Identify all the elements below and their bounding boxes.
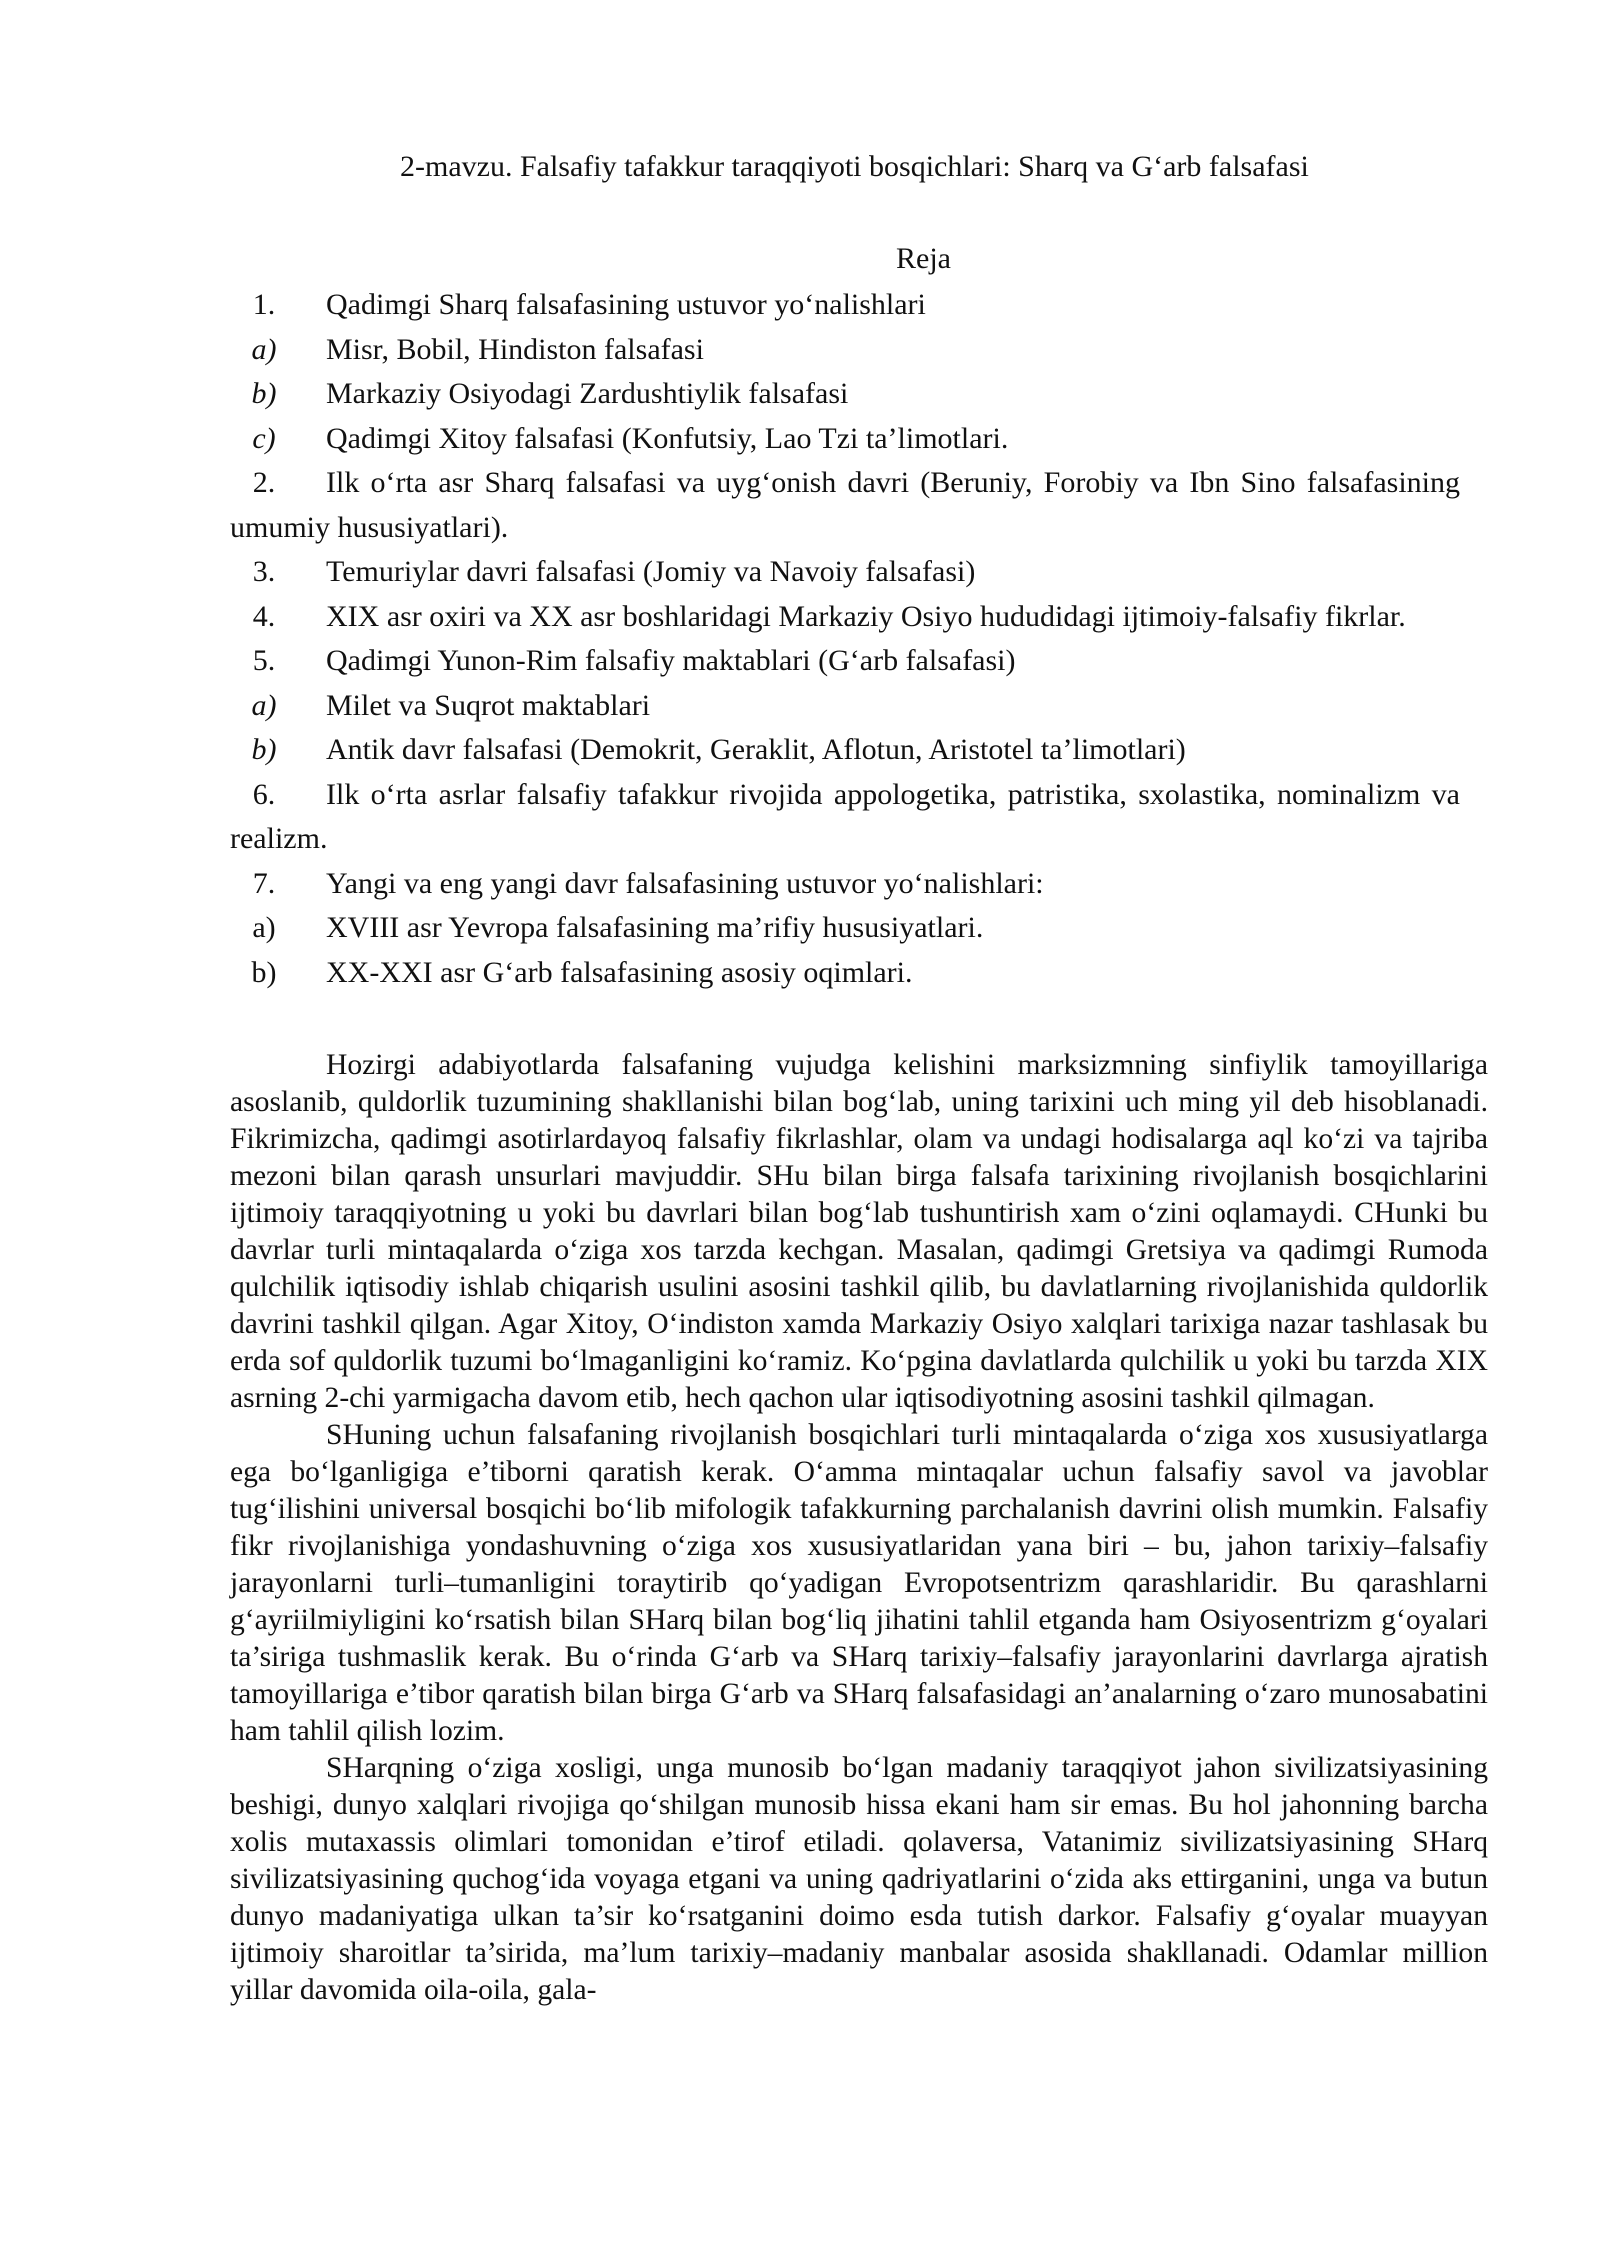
plan-text: Ilk o‘rta asrlar falsafiy tafakkur rivojida appologetika, patristika, sxolastika, nominalizm va realizm. (230, 777, 1460, 855)
plan-marker: b) (251, 733, 277, 766)
plan-marker: b) (251, 377, 277, 410)
plan-text: Qadimgi Sharq falsafasining ustuvor yo‘nalishlari (326, 288, 926, 321)
plan-item (230, 684, 1460, 729)
plan-text: XVIII asr Yevropa falsafasining ma’rifiy hususiyatlari. (326, 911, 984, 944)
plan-text: Antik davr falsafasi (Demokrit, Geraklit, Aflotun, Aristotel ta’limotlari) (326, 733, 1186, 766)
plan-text: Qadimgi Xitoy falsafasi (Konfutsiy, Lao Tzi ta’limotlari. (326, 421, 1009, 455)
plan-marker: 7. (252, 866, 276, 900)
plan-item (230, 773, 1460, 862)
plan-text: Misr, Bobil, Hindiston falsafasi (326, 332, 704, 366)
paragraph: SHuning uchun falsafaning rivojlanish bosqichlari turli mintaqalarda o‘ziga xos xususiyatlarga ega bo‘lganligiga e’tiborni qaratish kerak. O‘amma mintaqalar uchun falsafiy savol va javoblar tug‘ilishini universal bosqichi bo‘lib mifologik tafakkurning parchalanish davrini olish mumkin. Falsafiy fikr rivojlanishiga yondashuvning o‘ziga xos xususiyatlaridan yana biri – bu, jahon tarixiy–falsafiy jarayonlarni turli–tumanligini toraytirib qo‘yadigan Evropotsentrizm qarashlaridir. Bu qarashlarni g‘ayriilmiyligini ko‘rsatish bilan SHarq bilan bog‘liq jihatini tahlil etganda ham Osiyosentrizm g‘oyalari ta’siriga tushmaslik kerak. Bu o‘rinda G‘arb va SHarq tarixiy–falsafiy jarayonlarini davrlarga ajratish tamoyillariga e’tibor qaratish bilan birga G‘arb va SHarq falsafasidagi an’analarning o‘zaro munosabatini ham tahlil qilish lozim. (230, 1419, 1488, 1747)
plan-item (230, 862, 1460, 907)
plan-text: Markaziy Osiyodagi Zardushtiylik falsafasi (326, 377, 849, 410)
plan-item (230, 372, 1460, 417)
plan-heading: Reja (896, 242, 951, 275)
plan-marker: a) (251, 688, 277, 722)
plan-text: XIX asr oxiri va XX asr boshlaridagi Markaziy Osiyo hududidagi ijtimoiy-falsafiy fikrlar. (326, 599, 1406, 633)
plan-marker: 2. (252, 466, 276, 499)
plan-marker: 3. (252, 555, 276, 588)
plan-marker: 5. (252, 644, 276, 677)
plan-text: XX-XXI asr G‘arb falsafasining asosiy oqimlari. (326, 955, 913, 989)
plan-text: Qadimgi Yunon-Rim falsafiy maktablari (G‘arb falsafasi) (326, 644, 1016, 677)
plan-marker: 4. (252, 599, 276, 633)
plan-marker: 6. (252, 777, 276, 811)
plan-text: Ilk o‘rta asr Sharq falsafasi va uyg‘onish davri (Beruniy, Forobiy va Ibn Sino falsafasining umumiy hususiyatlari). (230, 466, 1460, 544)
plan-item (230, 906, 1460, 951)
paragraph: Hozirgi adabiyotlarda falsafaning vujudga kelishini marksizmning sinfiylik tamoyillariga asoslanib, quldorlik tuzumining shakllanishi bilan bog‘lab, uning tarixini uch ming yil deb hisoblanadi. Fikrimizcha, qadimgi asotirlardayoq falsafiy fikrlashlar, olam va undagi hodisalarga aql ko‘zi va tajriba mezoni bilan qarash unsurlari mavjuddir. SHu bilan birga falsafa tarixining rivojlanish bosqichlarini ijtimoiy taraqqiyotning u yoki bu davrlari bilan bog‘lab tushuntirish xam o‘zini oqlamaydi. CHunki bu davrlar turli mintaqalarda o‘ziga xos tarzda kechgan. Masalan, qadimgi Gretsiya va qadimgi Rumoda qulchilik iqtisodiy ishlab chiqarish usulini asosini tashkil qilib, bu davlatlarning rivojlanishida quldorlik davrini tashkil qilgan. Agar Xitoy, O‘indiston xamda Markaziy Osiyo xalqlari tarixiga nazar tashlasak bu erda sof quldorlik tuzumi bo‘lmaganligini ko‘ramiz. Ko‘pgina davlatlarda qulchilik u yoki bu tarzda XIX asrning 2-chi yarmigacha davom etib, hech qachon ular iqtisodiyotning asosini tashkil qilmagan. (230, 1049, 1488, 1414)
plan-marker: c) (252, 421, 276, 455)
plan-item (230, 550, 1460, 595)
plan-item (230, 417, 1460, 462)
plan-text: Milet va Suqrot maktablari (326, 688, 651, 722)
plan-list (230, 283, 1460, 995)
plan-marker: b) (251, 955, 277, 989)
plan-marker: 1. (252, 288, 276, 321)
paragraph: SHarqning o‘ziga xosligi, unga munosib bo‘lgan madaniy taraqqiyot jahon sivilizatsiyasining beshigi, dunyo xalqlari rivojiga qo‘shilgan munosib hissa ekani ham sir emas. Bu hol jahonning barcha xolis mutaxassis olimlari tomonidan e’tirof etiladi. qolaversa, Vatanimiz sivilizatsiyasining SHarq sivilizatsiyasining quchog‘ida voyaga etgani va uning qadriyatlarini o‘zida aks ettirganini, unga va butun dunyo madaniyatiga ulkan ta’sir ko‘rsatganini doimo esda tutish darkor. Falsafiy g‘oyalar muayyan ijtimoiy sharoitlar ta’sirida, ma’lum tarixiy–madaniy manbalar asosida shakllanadi. Odamlar million yillar davomida oila-oila, gala- (230, 1752, 1488, 2006)
plan-item (230, 728, 1460, 773)
page-title: 2-mavzu. Falsafiy tafakkur taraqqiyoti bosqichlari: Sharq va G‘arb falsafasi (400, 150, 1309, 183)
plan-item (230, 639, 1460, 684)
plan-item (230, 951, 1460, 996)
plan-item (230, 595, 1460, 640)
plan-item (230, 461, 1460, 550)
plan-item (230, 283, 1460, 328)
body-text (230, 1047, 1488, 2009)
plan-text: Yangi va eng yangi davr falsafasining ustuvor yo‘nalishlari: (326, 866, 1044, 900)
plan-text: Temuriylar davri falsafasi (Jomiy va Navoiy falsafasi) (326, 555, 976, 588)
plan-marker: a) (252, 911, 276, 944)
plan-item (230, 328, 1460, 373)
plan-marker: a) (251, 332, 277, 366)
